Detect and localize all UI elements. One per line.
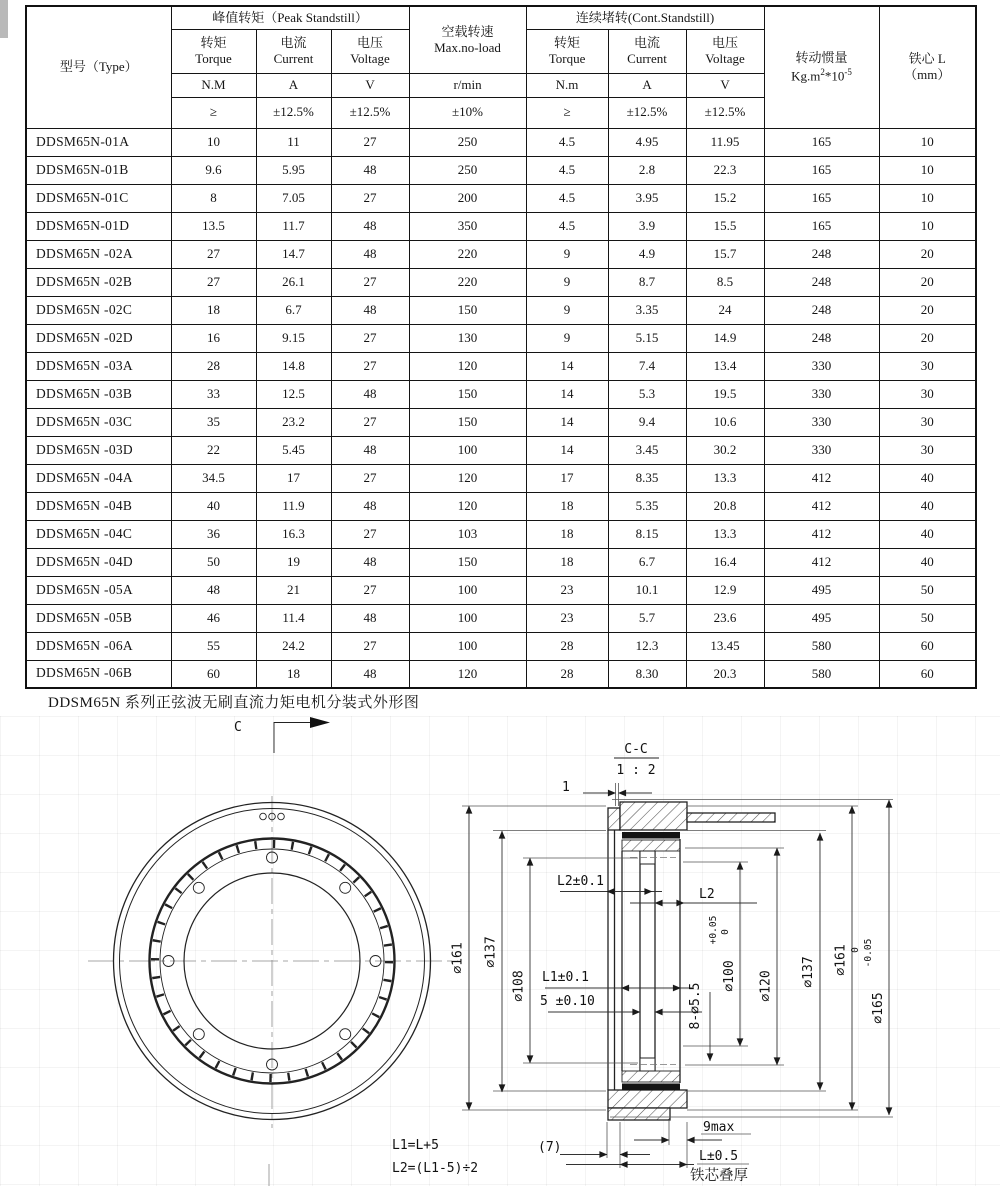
spec-value-cell: 22 [171, 436, 256, 464]
spec-value-cell: 13.4 [686, 352, 764, 380]
dim-label-5-tol: 5 ±0.10 [540, 994, 595, 1009]
page-edge-artifact [0, 0, 8, 38]
header-peak-voltage: 电压 Voltage [331, 29, 409, 73]
spec-value-cell: 100 [409, 604, 526, 632]
spec-value-cell: 120 [409, 660, 526, 688]
spec-value-cell: 10.6 [686, 408, 764, 436]
spec-value-cell: 27 [331, 632, 409, 660]
spec-value-cell: 8.30 [608, 660, 686, 688]
unit-noload: r/min [409, 73, 526, 97]
spec-value-cell: 27 [171, 240, 256, 268]
spec-value-cell: 120 [409, 352, 526, 380]
spec-value-cell: 5.3 [608, 380, 686, 408]
spec-value-cell: 60 [171, 660, 256, 688]
header-cont-current: 电流 Current [608, 29, 686, 73]
spec-value-cell: 220 [409, 268, 526, 296]
spec-value-cell: 18 [171, 296, 256, 324]
spec-value-cell: 18 [256, 660, 331, 688]
spec-value-cell: 28 [526, 632, 608, 660]
table-row [26, 408, 976, 436]
model-name-cell: DDSM65N-01B [26, 156, 171, 184]
spec-value-cell: 30 [879, 380, 976, 408]
header-cont-voltage: 电压 Voltage [686, 29, 764, 73]
tol-cont-current: ±12.5% [608, 97, 686, 128]
table-row [26, 128, 976, 156]
spec-value-cell: 40 [879, 464, 976, 492]
spec-value-cell: 4.5 [526, 156, 608, 184]
spec-value-cell: 330 [764, 380, 879, 408]
spec-value-cell: 9 [526, 296, 608, 324]
outline-drawing [0, 716, 1000, 1186]
spec-value-cell: 165 [764, 184, 879, 212]
table-row [26, 436, 976, 464]
spec-value-cell: 20 [879, 296, 976, 324]
spec-value-cell: 40 [879, 492, 976, 520]
spec-value-cell: 495 [764, 576, 879, 604]
dim-label-7: (7) [538, 1140, 562, 1155]
spec-value-cell: 100 [409, 632, 526, 660]
spec-value-cell: 30.2 [686, 436, 764, 464]
spec-value-cell: 12.5 [256, 380, 331, 408]
model-name-cell: DDSM65N -03A [26, 352, 171, 380]
dim-label-phi165-tol-lower: -0.05 [863, 938, 874, 968]
model-name-cell: DDSM65N -02D [26, 324, 171, 352]
spec-value-cell: 13.45 [686, 632, 764, 660]
dim-label-phi100-tol-upper: +0.05 [708, 915, 719, 945]
model-name-cell: DDSM65N -03B [26, 380, 171, 408]
spec-value-cell: 20.8 [686, 492, 764, 520]
spec-value-cell: 40 [879, 548, 976, 576]
spec-value-cell: 248 [764, 240, 879, 268]
section-cut-marker [234, 717, 330, 1186]
unit-cont-torque: N.m [526, 73, 608, 97]
spec-value-cell: 5.7 [608, 604, 686, 632]
spec-value-cell: 9.6 [171, 156, 256, 184]
spec-value-cell: 27 [331, 268, 409, 296]
spec-value-cell: 16.3 [256, 520, 331, 548]
spec-value-cell: 48 [331, 660, 409, 688]
header-peak-torque: 转矩 Torque [171, 29, 256, 73]
dim-label-l2-tol: L2±0.1 [557, 874, 604, 889]
table-row [26, 296, 976, 324]
spec-value-cell: 18 [526, 548, 608, 576]
spec-value-cell: 10 [879, 184, 976, 212]
spec-value-cell: 120 [409, 464, 526, 492]
dim-label-phi137-right: ∅137 [801, 956, 816, 988]
model-name-cell: DDSM65N -05A [26, 576, 171, 604]
core-stack-label: 铁芯叠厚 [690, 1168, 748, 1184]
housing-top-step [608, 808, 620, 830]
model-name-cell: DDSM65N -04D [26, 548, 171, 576]
spec-value-cell: 5.45 [256, 436, 331, 464]
spec-value-cell: 130 [409, 324, 526, 352]
formula-l1: L1=L+5 [392, 1138, 439, 1153]
formula-l2: L2=(L1-5)÷2 [392, 1161, 479, 1176]
spec-value-cell: 16 [171, 324, 256, 352]
lead-plate-section [687, 813, 775, 822]
spec-value-cell: 3.9 [608, 212, 686, 240]
spec-value-cell: 250 [409, 128, 526, 156]
spec-value-cell: 12.3 [608, 632, 686, 660]
spec-value-cell: 6.7 [608, 548, 686, 576]
dim-label-phi161-right: ∅161 [833, 944, 849, 976]
spec-value-cell: 20.3 [686, 660, 764, 688]
spec-value-cell: 9.15 [256, 324, 331, 352]
spec-value-cell: 350 [409, 212, 526, 240]
model-name-cell: DDSM65N -04B [26, 492, 171, 520]
header-core-unit: （mm） [904, 67, 951, 83]
spec-value-cell: 27 [171, 268, 256, 296]
spec-value-cell: 2.8 [608, 156, 686, 184]
spec-value-cell: 48 [171, 576, 256, 604]
spec-value-cell: 19 [256, 548, 331, 576]
spec-value-cell: 27 [331, 324, 409, 352]
spec-value-cell: 13.3 [686, 520, 764, 548]
spec-value-cell: 27 [331, 464, 409, 492]
spec-value-cell: 18 [526, 492, 608, 520]
spec-value-cell: 27 [331, 576, 409, 604]
spec-value-cell: 14.7 [256, 240, 331, 268]
spec-value-cell: 30 [879, 408, 976, 436]
spec-value-cell: 28 [526, 660, 608, 688]
spec-value-cell: 27 [331, 128, 409, 156]
model-name-cell: DDSM65N-01A [26, 128, 171, 156]
drawing-caption: DDSM65N 系列正弦波无刷直流力矩电机分装式外形图 [48, 695, 420, 711]
dim-label-phi100: ∅100 [722, 960, 737, 992]
spec-value-cell: 412 [764, 548, 879, 576]
magnet-band-top [622, 832, 680, 839]
spec-value-cell: 23 [526, 604, 608, 632]
top-flange-section [620, 802, 687, 830]
table-row [26, 352, 976, 380]
spec-value-cell: 4.5 [526, 212, 608, 240]
tol-peak-voltage: ±12.5% [331, 97, 409, 128]
core-strip-bottom [622, 1071, 680, 1082]
model-name-cell: DDSM65N -02B [26, 268, 171, 296]
table-row [26, 576, 976, 604]
model-name-cell: DDSM65N -02A [26, 240, 171, 268]
spec-value-cell: 27 [331, 352, 409, 380]
spec-value-cell: 412 [764, 520, 879, 548]
header-noload-en: Max.no-load [434, 39, 501, 55]
spec-value-cell: 8.5 [686, 268, 764, 296]
spec-value-cell: 250 [409, 156, 526, 184]
spec-value-cell: 150 [409, 380, 526, 408]
dim-label-l2: L2 [699, 887, 715, 902]
spec-value-cell: 495 [764, 604, 879, 632]
spec-value-cell: 5.95 [256, 156, 331, 184]
spec-value-cell: 23 [526, 576, 608, 604]
spec-value-cell: 19.5 [686, 380, 764, 408]
spec-value-cell: 165 [764, 156, 879, 184]
model-name-cell: DDSM65N -04C [26, 520, 171, 548]
header-core [879, 6, 976, 128]
spec-value-cell: 150 [409, 548, 526, 576]
spec-value-cell: 17 [526, 464, 608, 492]
bottom-flange-section [608, 1090, 687, 1108]
spec-value-cell: 8.15 [608, 520, 686, 548]
tol-peak-torque: ≥ [171, 97, 256, 128]
header-peak-group: 峰值转矩（Peak Standstill） [171, 6, 409, 29]
header-peak-current: 电流 Current [256, 29, 331, 73]
spec-value-cell: 14 [526, 352, 608, 380]
spec-value-cell: 11.9 [256, 492, 331, 520]
spec-value-cell: 30 [879, 352, 976, 380]
spec-value-cell: 55 [171, 632, 256, 660]
spec-value-cell: 13.3 [686, 464, 764, 492]
spec-value-cell: 36 [171, 520, 256, 548]
spec-value-cell: 30 [879, 436, 976, 464]
section-scale-label: 1 : 2 [616, 763, 656, 778]
spec-value-cell: 248 [764, 268, 879, 296]
table-row [26, 324, 976, 352]
header-noload-zh: 空载转速 [441, 23, 494, 39]
spec-value-cell: 48 [331, 436, 409, 464]
spec-value-cell: 10.1 [608, 576, 686, 604]
spec-value-cell: 4.5 [526, 184, 608, 212]
model-name-cell: DDSM65N-01D [26, 212, 171, 240]
spec-value-cell: 9 [526, 324, 608, 352]
spec-value-cell: 12.9 [686, 576, 764, 604]
spec-value-cell: 48 [331, 548, 409, 576]
spec-value-cell: 26.1 [256, 268, 331, 296]
dim-label-9max: 9max [703, 1120, 735, 1135]
tol-cont-torque: ≥ [526, 97, 608, 128]
dim-label-l1-tol: L1±0.1 [542, 970, 589, 985]
model-name-cell: DDSM65N -04A [26, 464, 171, 492]
spec-value-cell: 330 [764, 352, 879, 380]
spec-value-cell: 34.5 [171, 464, 256, 492]
model-name-cell: DDSM65N -03D [26, 436, 171, 464]
dim-label-phi100-tol-lower: 0 [720, 929, 731, 935]
spec-value-cell: 48 [331, 380, 409, 408]
bottom-flange-step [608, 1108, 670, 1120]
header-inertia [764, 6, 879, 128]
dim-label-l-tol: L±0.5 [699, 1149, 739, 1164]
dim-label-phi108: ∅108 [511, 970, 527, 1002]
spec-value-cell: 248 [764, 324, 879, 352]
spec-value-cell: 150 [409, 408, 526, 436]
header-inertia-unit: $Kg.m^2*10^{-5}$ [791, 66, 852, 83]
magnet-band-bottom [622, 1084, 680, 1091]
spec-value-cell: 27 [331, 520, 409, 548]
spec-value-cell: 10 [879, 156, 976, 184]
unit-cont-current: A [608, 73, 686, 97]
table-row [26, 632, 976, 660]
dim-label-phi137-left: ∅137 [483, 936, 499, 968]
spec-value-cell: 10 [171, 128, 256, 156]
spec-value-cell: 11.95 [686, 128, 764, 156]
model-name-cell: DDSM65N -06A [26, 632, 171, 660]
table-row [26, 380, 976, 408]
spec-value-cell: 50 [879, 604, 976, 632]
spec-value-cell: 11.7 [256, 212, 331, 240]
spec-value-cell: 13.5 [171, 212, 256, 240]
spec-value-cell: 20 [879, 268, 976, 296]
table-row [26, 520, 976, 548]
spec-value-cell: 14.8 [256, 352, 331, 380]
spec-value-cell: 165 [764, 128, 879, 156]
spec-value-cell: 4.5 [526, 128, 608, 156]
spec-value-cell: 330 [764, 408, 879, 436]
spec-value-cell: 14 [526, 408, 608, 436]
spec-value-cell: 6.7 [256, 296, 331, 324]
front-view [88, 796, 458, 1128]
spec-value-cell: 28 [171, 352, 256, 380]
section-name-label: C-C [624, 742, 648, 757]
table-row [26, 268, 976, 296]
unit-peak-current: A [256, 73, 331, 97]
spec-value-cell: 48 [331, 492, 409, 520]
spec-value-cell: 8.35 [608, 464, 686, 492]
spec-value-cell: 412 [764, 464, 879, 492]
spec-value-cell: 150 [409, 296, 526, 324]
cut-letter-label: C [234, 720, 242, 735]
tol-cont-voltage: ±12.5% [686, 97, 764, 128]
tol-peak-current: ±12.5% [256, 97, 331, 128]
header-cont-torque: 转矩 Torque [526, 29, 608, 73]
spec-value-cell: 24.2 [256, 632, 331, 660]
header-noload [409, 6, 526, 73]
spec-value-cell: 10 [879, 212, 976, 240]
spec-value-cell: 220 [409, 240, 526, 268]
spec-value-cell: 35 [171, 408, 256, 436]
spec-value-cell: 7.4 [608, 352, 686, 380]
spec-value-cell: 580 [764, 660, 879, 688]
cut-arrow-icon [310, 717, 330, 728]
dim-label-8-holes: 8-∅5.5 [688, 982, 703, 1030]
dim-label-phi165-tol-upper: 0 [850, 947, 861, 953]
spec-value-cell: 14 [526, 380, 608, 408]
spec-value-cell: 40 [879, 520, 976, 548]
spec-value-cell: 24 [686, 296, 764, 324]
header-inertia-zh: 转动惯量 [795, 50, 848, 66]
table-row [26, 548, 976, 576]
spec-value-cell: 11.4 [256, 604, 331, 632]
table-row [26, 212, 976, 240]
spec-value-cell: 11 [256, 128, 331, 156]
header-type: 型号（Type） [26, 6, 171, 128]
spec-value-cell: 48 [331, 604, 409, 632]
unit-peak-torque: N.M [171, 73, 256, 97]
core-strip-top [622, 840, 680, 851]
spec-value-cell: 27 [331, 184, 409, 212]
spec-value-cell: 14 [526, 436, 608, 464]
spec-value-cell: 15.5 [686, 212, 764, 240]
spec-value-cell: 14.9 [686, 324, 764, 352]
spec-value-cell: 3.45 [608, 436, 686, 464]
spec-value-cell: 9 [526, 268, 608, 296]
spec-value-cell: 10 [879, 128, 976, 156]
spec-value-cell: 3.35 [608, 296, 686, 324]
spec-value-cell: 17 [256, 464, 331, 492]
spec-value-cell: 48 [331, 212, 409, 240]
spec-value-cell: 15.2 [686, 184, 764, 212]
spec-value-cell: 15.7 [686, 240, 764, 268]
spec-value-cell: 8 [171, 184, 256, 212]
spec-value-cell: 8.7 [608, 268, 686, 296]
header-core-zh: 铁心 L [908, 51, 946, 66]
spec-value-cell: 100 [409, 436, 526, 464]
spec-value-cell: 330 [764, 436, 879, 464]
spec-value-cell: 20 [879, 240, 976, 268]
spec-value-cell: 200 [409, 184, 526, 212]
table-row [26, 184, 976, 212]
spec-value-cell: 7.05 [256, 184, 331, 212]
table-row [26, 156, 976, 184]
spec-value-cell: 20 [879, 324, 976, 352]
spec-value-cell: 5.15 [608, 324, 686, 352]
header-cont-group: 连续堵转(Cont.Standstill) [526, 6, 764, 29]
spec-value-cell: 50 [879, 576, 976, 604]
spec-value-cell: 23.6 [686, 604, 764, 632]
table-row [26, 464, 976, 492]
spec-value-cell: 248 [764, 296, 879, 324]
spec-value-cell: 22.3 [686, 156, 764, 184]
spec-value-cell: 48 [331, 240, 409, 268]
model-name-cell: DDSM65N -03C [26, 408, 171, 436]
spec-value-cell: 48 [331, 156, 409, 184]
table-row [26, 492, 976, 520]
spec-value-cell: 9.4 [608, 408, 686, 436]
spec-value-cell: 33 [171, 380, 256, 408]
tol-noload: ±10% [409, 97, 526, 128]
unit-cont-voltage: V [686, 73, 764, 97]
spec-value-cell: 18 [526, 520, 608, 548]
spec-table-header [26, 6, 976, 128]
spec-value-cell: 16.4 [686, 548, 764, 576]
table-row [26, 660, 976, 688]
spec-value-cell: 48 [331, 296, 409, 324]
spec-value-cell: 46 [171, 604, 256, 632]
table-row [26, 240, 976, 268]
dim-label-1: 1 [562, 780, 570, 795]
spec-value-cell: 50 [171, 548, 256, 576]
spec-value-cell: 3.95 [608, 184, 686, 212]
spec-value-cell: 40 [171, 492, 256, 520]
spec-value-cell: 60 [879, 660, 976, 688]
spec-value-cell: 4.95 [608, 128, 686, 156]
spec-value-cell: 580 [764, 632, 879, 660]
spec-value-cell: 9 [526, 240, 608, 268]
spec-value-cell: 60 [879, 632, 976, 660]
unit-peak-voltage: V [331, 73, 409, 97]
spec-value-cell: 165 [764, 212, 879, 240]
spec-value-cell: 23.2 [256, 408, 331, 436]
model-name-cell: DDSM65N -05B [26, 604, 171, 632]
spec-value-cell: 412 [764, 492, 879, 520]
spec-value-cell: 4.9 [608, 240, 686, 268]
dim-label-phi120: ∅120 [758, 970, 774, 1002]
dim-label-phi161-left: ∅161 [450, 942, 466, 974]
spec-value-cell: 120 [409, 492, 526, 520]
model-name-cell: DDSM65N-01C [26, 184, 171, 212]
spec-table-body [26, 128, 976, 688]
model-name-cell: DDSM65N -06B [26, 660, 171, 688]
model-name-cell: DDSM65N -02C [26, 296, 171, 324]
spec-value-cell: 27 [331, 408, 409, 436]
spec-value-cell: 5.35 [608, 492, 686, 520]
table-row [26, 604, 976, 632]
spec-value-cell: 103 [409, 520, 526, 548]
motor-spec-table [25, 5, 977, 689]
spec-value-cell: 21 [256, 576, 331, 604]
dim-label-phi165: ∅165 [871, 992, 886, 1024]
spec-value-cell: 100 [409, 576, 526, 604]
